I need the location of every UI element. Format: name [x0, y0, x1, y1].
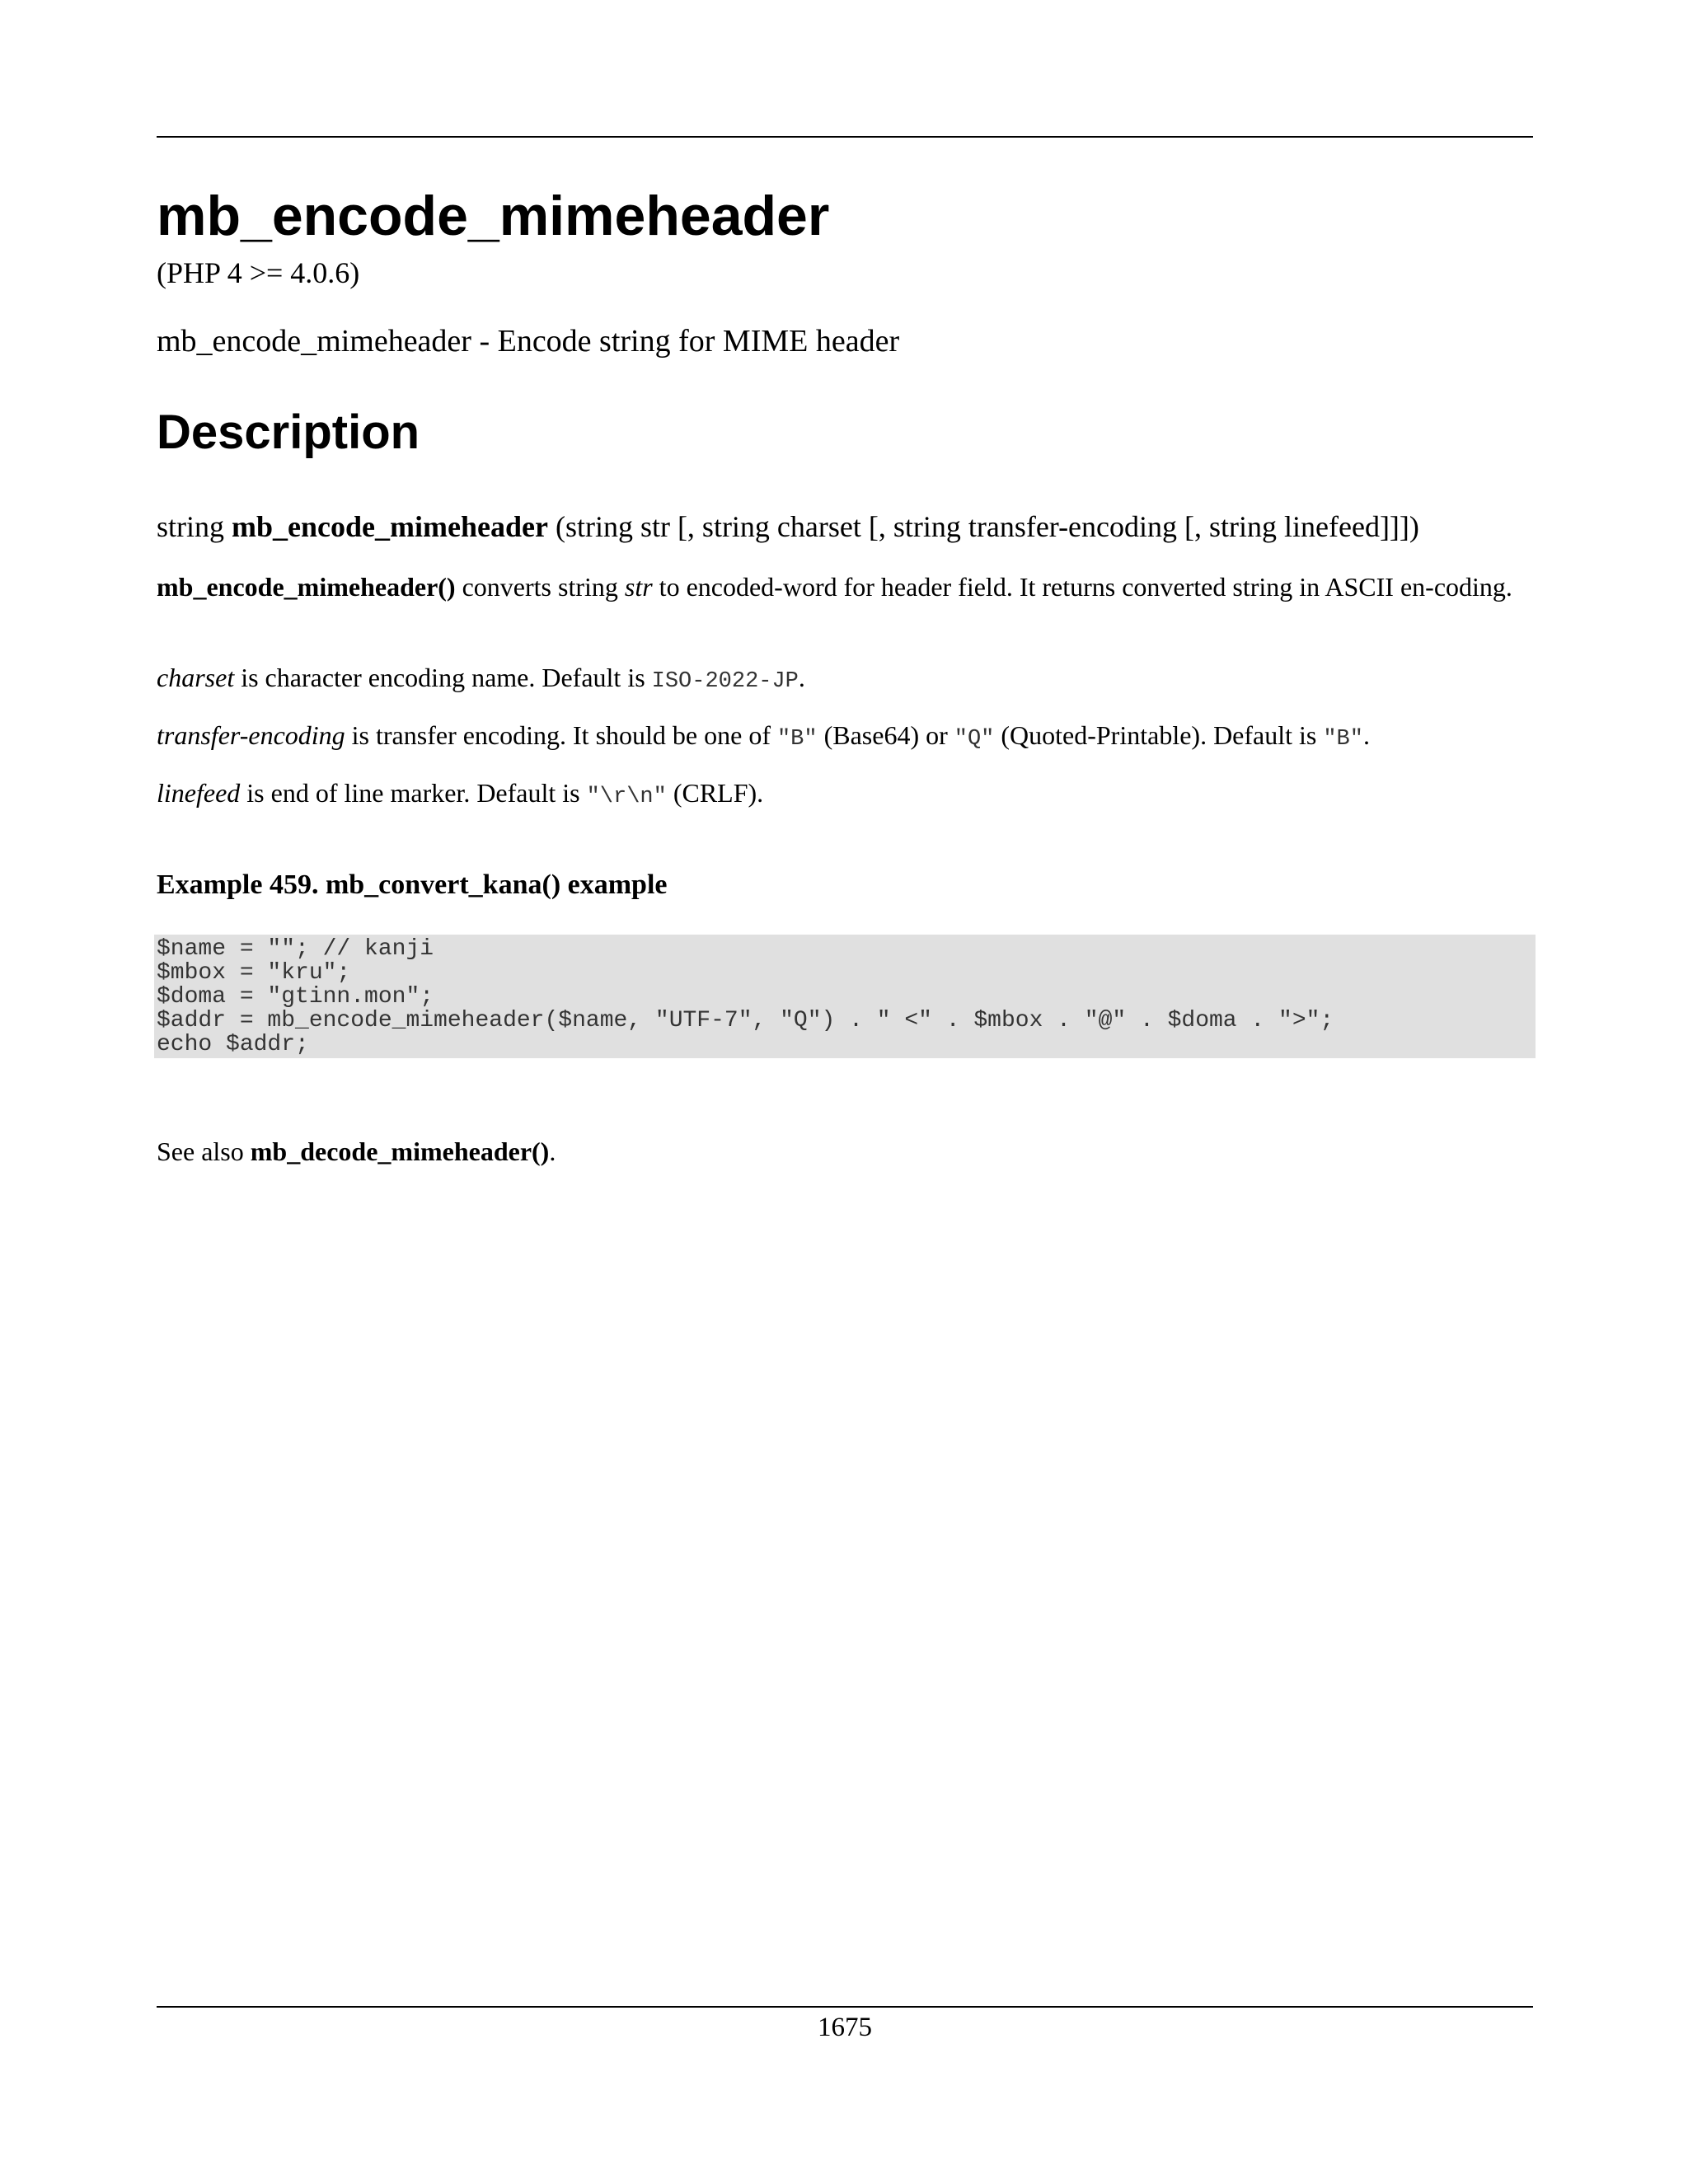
parameter-name: transfer-encoding — [157, 720, 345, 750]
synopsis-params: (string str [, string charset [, string transfer-encoding [, string linefeed]]]) — [555, 510, 1419, 543]
parameter-name: str — [624, 572, 653, 602]
synopsis-return-type: string — [157, 510, 225, 543]
code-line: $doma = "gtinn.mon"; — [157, 984, 434, 1010]
function-reference: mb_encode_mimeheader() — [157, 572, 456, 602]
paragraph-text: . — [798, 663, 805, 692]
page-title: mb_encode_mimeheader — [157, 185, 830, 247]
parameter-name: charset — [157, 663, 235, 692]
charset-paragraph — [157, 663, 1533, 696]
paragraph-text: (Quoted-Printable). Default is — [994, 720, 1324, 750]
paragraph-text: is character encoding name. Default is — [234, 663, 652, 692]
literal-value: "B" — [1323, 727, 1363, 752]
paragraph-text: converts string — [455, 572, 625, 602]
paragraph-text: (CRLF). — [666, 778, 764, 808]
transfer-encoding-paragraph — [157, 720, 1533, 754]
description-paragraph — [157, 572, 1533, 602]
example-title: Example 459. mb_convert_kana() example — [157, 869, 668, 900]
function-purpose: mb_encode_mimeheader - Encode string for MIME header — [157, 324, 900, 359]
see-also-text: See also — [157, 1137, 251, 1166]
version-info: (PHP 4 >= 4.0.6) — [157, 256, 360, 289]
see-also — [157, 1137, 1533, 1166]
linefeed-paragraph — [157, 778, 1533, 812]
literal-value: ISO-2022-JP — [651, 669, 799, 694]
code-line: echo $addr; — [157, 1032, 309, 1057]
description-heading: Description — [157, 405, 420, 459]
paragraph-text: is transfer encoding. It should be one of — [345, 720, 777, 750]
code-block — [154, 935, 1536, 1058]
paragraph-text: . — [1362, 720, 1370, 750]
literal-value: "Q" — [954, 727, 995, 752]
literal-value: "B" — [776, 727, 818, 752]
paragraph-text: is end of line marker. Default is — [240, 778, 587, 808]
synopsis-function-name: mb_encode_mimeheader — [232, 510, 548, 543]
literal-value: "\r\n" — [586, 785, 667, 809]
function-synopsis — [157, 509, 1419, 545]
see-also-end: . — [549, 1137, 556, 1166]
page-number: 1675 — [818, 2013, 872, 2042]
header-rule — [157, 136, 1533, 138]
code-line: $name = ""; // kanji — [157, 936, 434, 962]
code-line: $mbox = "kru"; — [157, 960, 351, 986]
see-also-link[interactable]: mb_decode_mimeheader() — [250, 1137, 550, 1166]
paragraph-text: (Base64) or — [817, 720, 954, 750]
document-page — [157, 0, 1533, 2184]
code-line: $addr = mb_encode_mimeheader($name, "UTF-7", "Q") . " <" . $mbox . "@" . $doma . ">"; — [157, 1008, 1334, 1033]
parameter-name: linefeed — [157, 778, 241, 808]
paragraph-text: to encoded-word for header field. It returns converted string in ASCII en-coding. — [652, 572, 1512, 602]
footer-rule — [157, 2006, 1533, 2008]
